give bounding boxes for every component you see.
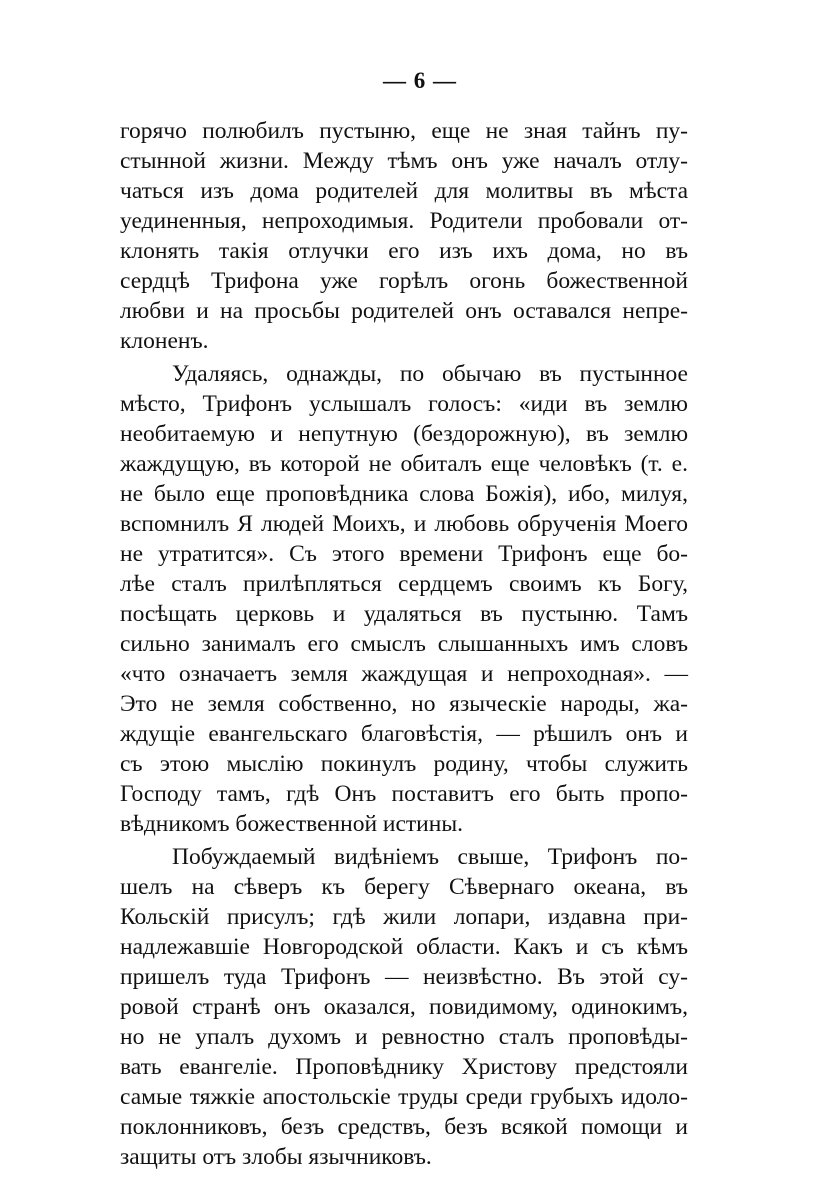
text-line: жаждущую, въ которой не обиталъ еще человѣкъ (т. е. [120, 451, 688, 477]
text-line: сердцѣ Трифона уже горѣлъ огонь божественной [120, 268, 688, 294]
paragraph-1 [120, 116, 688, 356]
text-line: вспомнилъ Я людей Моихъ, и любовь обрученія Моего [120, 511, 688, 537]
text-line: Побуждаемый видѣніемъ свыше, Трифонъ по- [172, 844, 688, 870]
text-line: посѣщать церковь и удаляться въ пустыню. Тамъ [120, 601, 688, 627]
text-line: лѣе сталъ прилѣпляться сердцемъ своимъ къ Богу, [120, 571, 688, 597]
text-line: надлежавшіе Новгородской области. Какъ и съ кѣмъ [120, 934, 688, 960]
text-line: чаться изъ дома родителей для молитвы въ мѣста [120, 178, 688, 204]
page-number: — 6 — [383, 68, 457, 93]
text-line: Господу тамъ, гдѣ Онъ поставитъ его быть пропо- [120, 781, 688, 807]
text-line: уединенныя, непроходимыя. Родители пробовали от- [120, 208, 688, 234]
text-line: не утратится». Съ этого времени Трифонъ еще бо- [120, 541, 688, 567]
text-line: клонять такія отлучки его изъ ихъ дома, но въ [120, 238, 688, 264]
text-line: горячо полюбилъ пустыню, еще не зная тайнъ пу- [120, 118, 688, 144]
text-line: пришелъ туда Трифонъ — неизвѣстно. Въ этой су- [120, 964, 688, 990]
text-line: ждущіе евангельскаго благовѣстія, — рѣшилъ онъ и [120, 721, 688, 747]
text-line: Это не земля собственно, но языческіе народы, жа- [120, 691, 688, 717]
body-text [120, 116, 688, 1172]
text-line: сильно занималъ его смыслъ слышанныхъ имъ словъ [120, 631, 688, 657]
text-line: необитаемую и непутную (бездорожную), въ землю [120, 421, 688, 447]
text-line: защиты отъ злобы язычниковъ. [120, 1144, 432, 1170]
text-line: клоненъ. [120, 328, 209, 354]
text-line: стынной жизни. Между тѣмъ онъ уже началъ отлу- [120, 148, 688, 174]
text-line: поклонниковъ, безъ средствъ, безъ всякой помощи и [120, 1114, 688, 1140]
text-line: Кольскій присулъ; гдѣ жили лопари, издавна при- [120, 904, 688, 930]
text-line: мѣсто, Трифонъ услышалъ голосъ: «иди въ землю [120, 391, 688, 417]
text-line: «что означаетъ земля жаждущая и непроходная». — [120, 661, 688, 687]
paragraph-2 [120, 359, 688, 839]
text-line: съ этою мыслію покинулъ родину, чтобы служить [120, 751, 688, 777]
text-line: Удаляясь, однажды, по обычаю въ пустынное [172, 361, 688, 387]
text-line: вать евангеліе. Проповѣднику Христову предстояли [120, 1054, 688, 1080]
text-line: самые тяжкіе апостольскіе труды среди грубыхъ идоло- [120, 1084, 688, 1110]
text-line: ровой странѣ онъ оказался, повидимому, одинокимъ, [120, 994, 688, 1020]
paragraph-3 [120, 842, 688, 1172]
text-line: вѣдникомъ божественной истины. [120, 811, 463, 837]
text-line: любви и на просьбы родителей онъ оставался непре- [120, 298, 688, 324]
text-line: шелъ на сѣверъ къ берегу Сѣвернаго океана, въ [120, 874, 688, 900]
text-line: но не упалъ духомъ и ревностно сталъ проповѣды- [120, 1024, 688, 1050]
text-line: не было еще проповѣдника слова Божія), ибо, милуя, [120, 481, 688, 507]
